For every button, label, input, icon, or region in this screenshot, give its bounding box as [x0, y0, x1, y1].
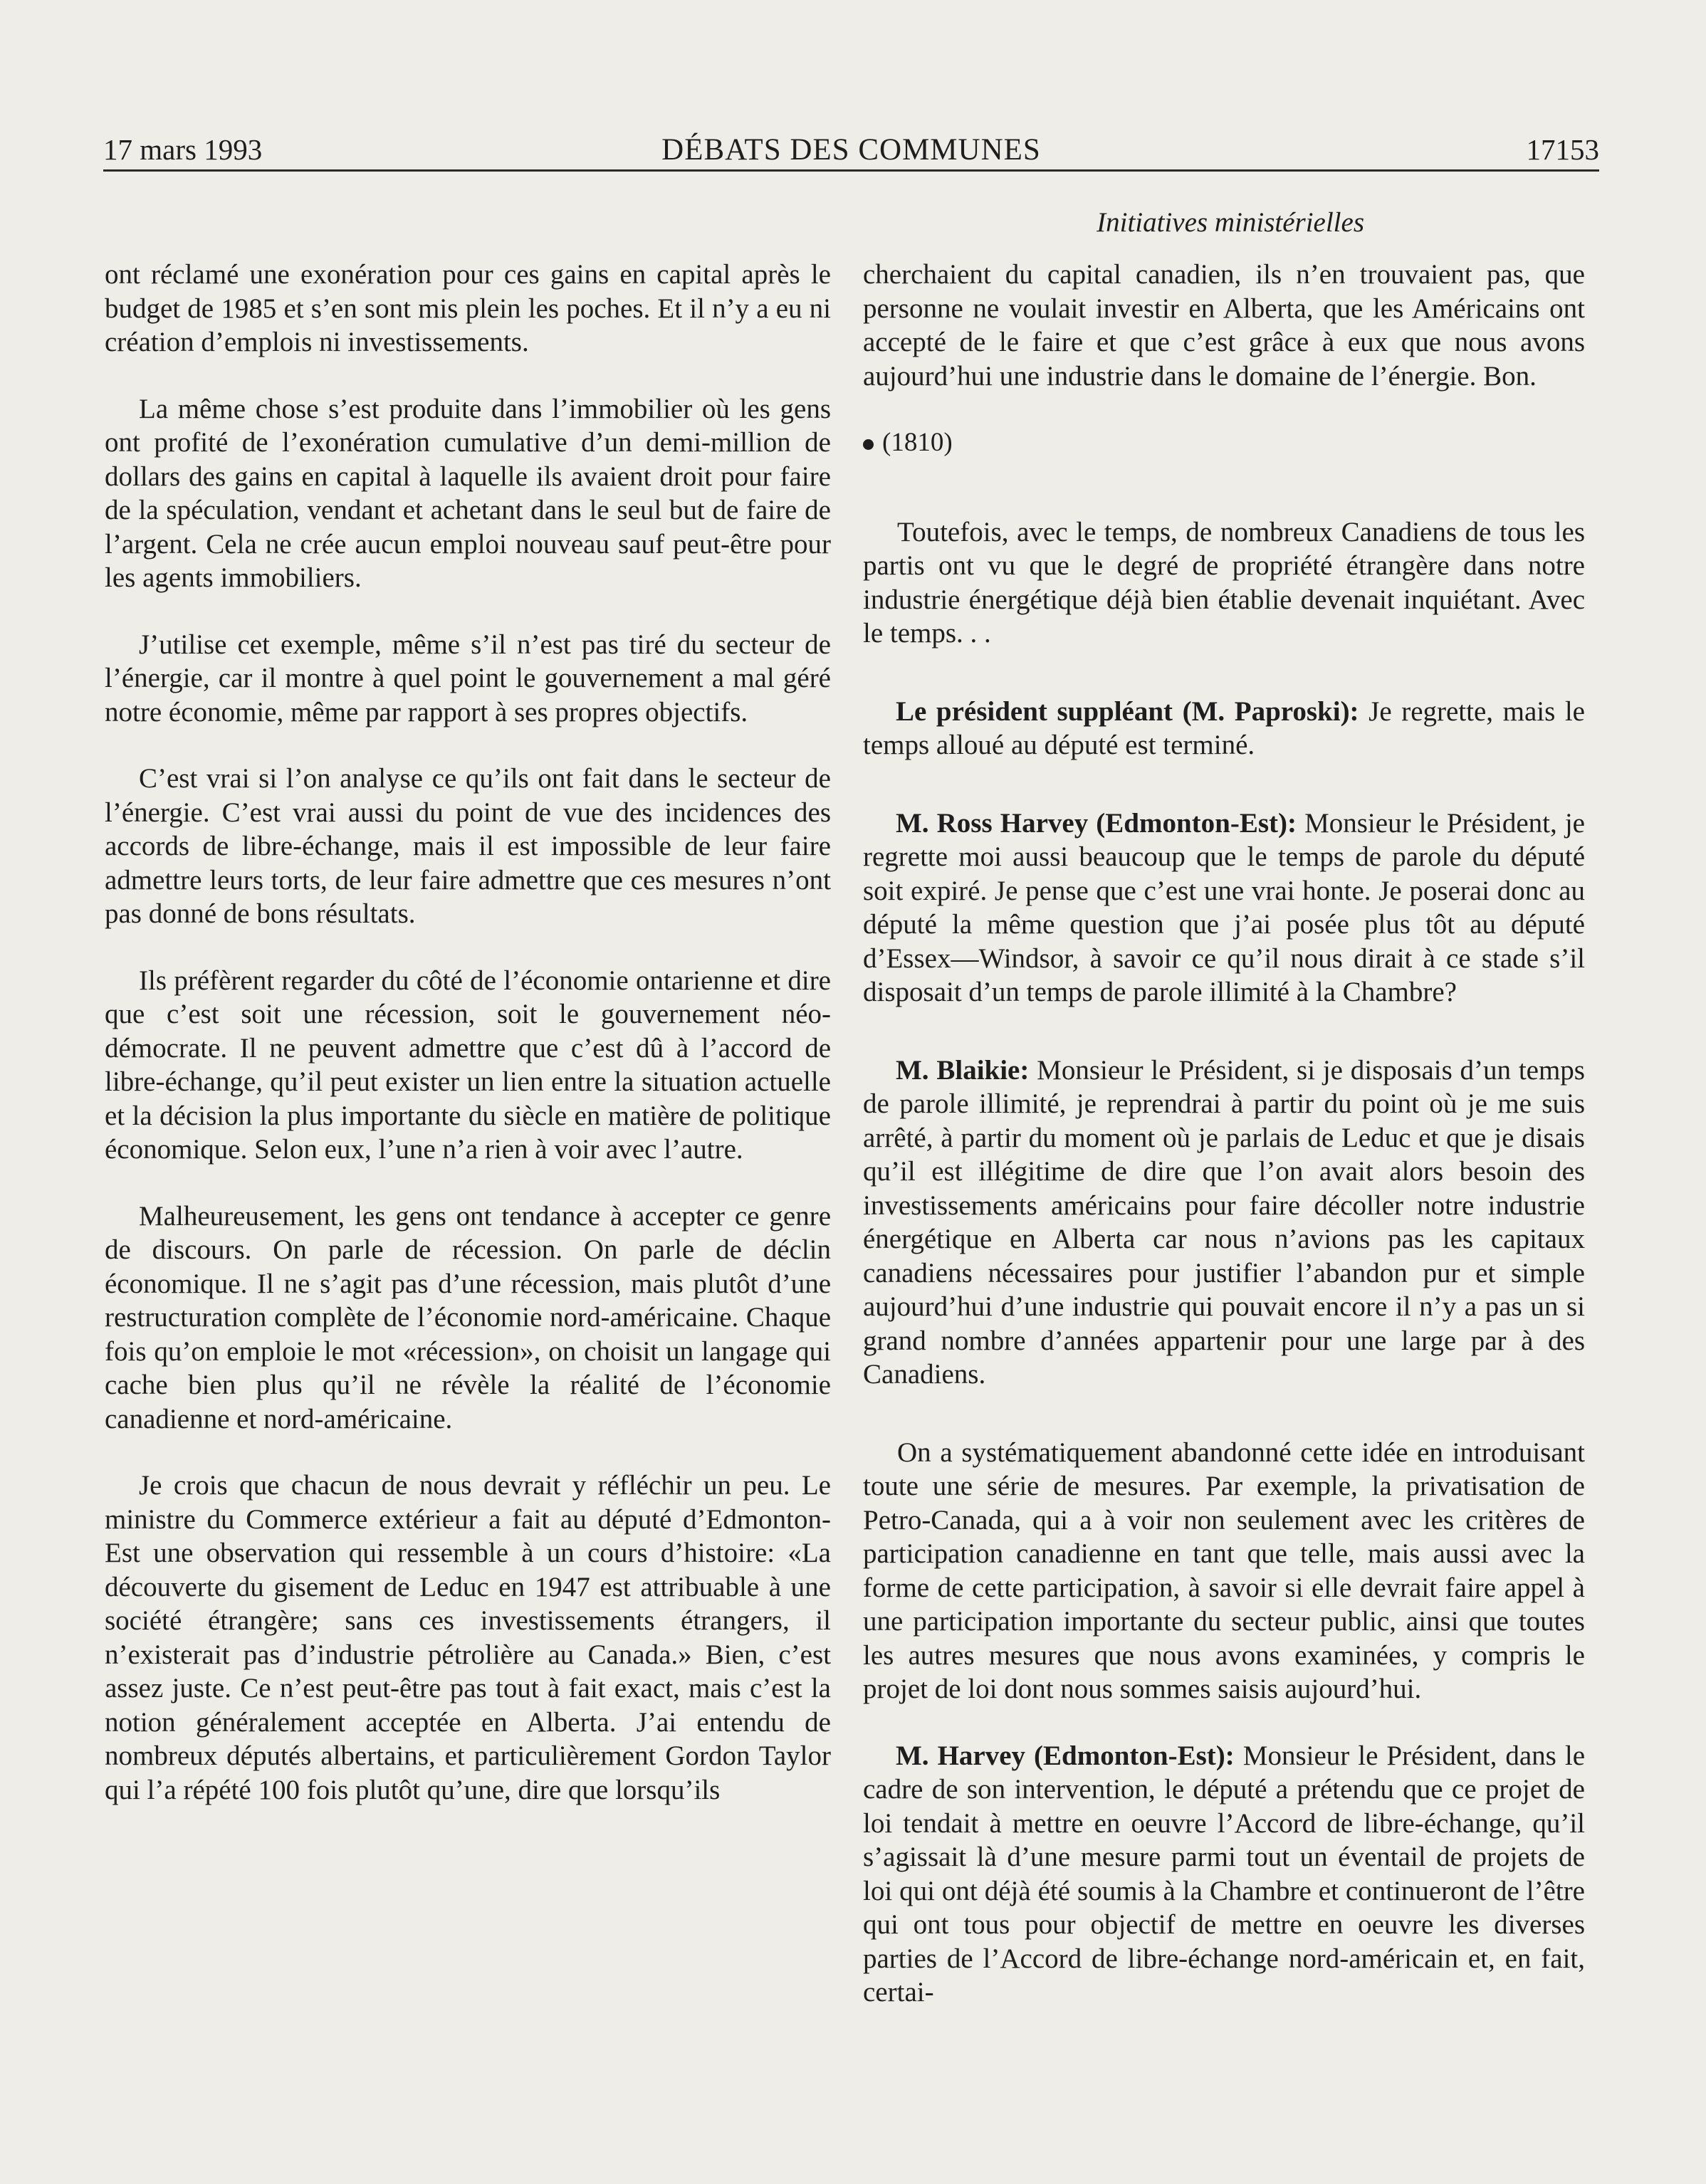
speech	[863, 1739, 1585, 2010]
speaker-name: M. Ross Harvey (Edmonton-Est):	[896, 807, 1297, 839]
speaker-name: M. Harvey (Edmonton-Est):	[896, 1740, 1235, 1771]
speech	[863, 1054, 1585, 1392]
paragraph: cherchaient du capital canadien, ils n’en trouvaient pas, que personne ne voulait investir en Alberta, que les Américains ont accepté de le faire et que c’est grâce à eux que nous avons aujourd’hui une industrie dans le domaine de l’énergie. Bon.	[863, 259, 1585, 392]
header-date: 17 mars 1993	[103, 133, 263, 166]
paragraph: On a systématiquement abandonné cette idée en introduisant toute une série de mesures. Par exemple, la privatisation de Petro-Canada, qui a à voir non seulement avec les critères de participation canadienne en tant que telle, mais aussi avec la forme de cette participation, à savoir si elle devrait faire appel à une participation importante du secteur public, ainsi que toutes les autres mesures que nous avons examinées, y compris le projet de loi dont nous sommes saisis aujourd’hui.	[863, 1437, 1585, 1704]
right-column	[863, 258, 1585, 2042]
speech	[863, 695, 1585, 762]
left-column	[105, 258, 831, 1839]
speech-text: Je regrette, mais le temps alloué au député est terminé.	[863, 695, 1585, 760]
timestamp-text: (1810)	[882, 428, 953, 457]
paragraph: La même chose s’est produite dans l’immobilier où les gens ont profité de l’exonération cumulative d’un demi-million de dollars des gains en capital à laquelle ils avaient droit pour faire de la spéculation, vendant et achetant dans le seul but de faire de l’argent. Cela ne crée aucun emploi nouveau sauf peut-être pour les agents immobiliers.	[105, 393, 831, 593]
speech	[863, 807, 1585, 1009]
paragraph: C’est vrai si l’on analyse ce qu’ils ont fait dans le secteur de l’énergie. C’est vrai aussi du point de vue des incidences des accords de libre-échange, mais il est impossible de leur faire admettre leurs torts, de leur faire admettre que ces mesures n’ont pas donné de bons résultats.	[105, 763, 831, 929]
speaker-name: Le président suppléant (M. Paproski):	[896, 695, 1359, 727]
bullet-icon	[863, 439, 874, 450]
paragraph: Je crois que chacun de nous devrait y réfléchir un peu. Le ministre du Commerce extérieur a fait au député d’Edmonton-Est une observation qui ressemble à un cours d’histoire: «La découverte du gisement de Leduc en 1947 est attribuable à une société étrangère; sans ces investissements étrangers, il n’existerait pas d’industrie pétrolière au Canada.» Bien, c’est assez juste. Ce n’est peut-être pas tout à fait exact, mais c’est la notion généralement acceptée en Alberta. J’ai entendu de nombreux députés albertains, et particulièrement Gordon Taylor qui l’a répété 100 fois plutôt qu’une, dire que lorsqu’ils	[105, 1470, 831, 1805]
section-heading: Initiatives ministérielles	[1097, 207, 1364, 238]
speech-text: Monsieur le Président, dans le cadre de son intervention, le député a prétendu que ce projet de loi tendait à mettre en oeuvre l’Accord de libre-échange, qu’il s’agissait là d’une mesure parmi tout un éventail de projets de loi qui ont déjà été soumis à la Chambre et continueront de l’être qui ont tous pour objectif de mettre en oeuvre les diverses parties de l’Accord de libre-échange nord-américain et, en fait, certai-	[863, 1740, 1586, 2007]
paragraph: ont réclamé une exonération pour ces gains en capital après le budget de 1985 et s’en sont mis plein les poches. Et il n’y a eu ni création d’emplois ni investissements.	[105, 259, 831, 357]
speech-text: Monsieur le Président, si je disposais d’un temps de parole illimité, je reprendrai à partir du point où je me suis arrêté, à partir du moment où je parlais de Leduc et que je disais qu’il est illégitime de dire que l’on avait alors besoin des investissements américains pour faire décoller notre industrie énergétique en Alberta car nous n’avions pas les capitaux canadiens nécessaires pour justifier l’abandon pur et simple aujourd’hui d’une industrie qui pouvait encore il n’y a pas un si grand nombre d’années appartenir pour une large par à des Canadiens.	[863, 1054, 1585, 1390]
speech-text: Monsieur le Président, je regrette moi aussi beaucoup que le temps de parole du député soit expiré. Je pense que c’est une vrai honte. Je poserai donc au député la même question que j’ai posée plus tôt au député d’Essex—Windsor, à savoir ce qu’il nous dirait à ce stade s’il disposait d’un temps de parole illimité à la Chambre?	[863, 807, 1585, 1007]
speaker-name: M. Blaikie:	[896, 1054, 1030, 1086]
paragraph: Malheureusement, les gens ont tendance à accepter ce genre de discours. On parle de récession. On parle de déclin économique. Il ne s’agit pas d’une récession, mais plutôt d’une restructuration complète de l’économie nord-américaine. Chaque fois qu’on emploie le mot «récession», on choisit un langage qui cache bien plus qu’il ne révèle la réalité de l’économie canadienne et nord-américaine.	[105, 1200, 831, 1434]
timestamp	[863, 426, 1585, 460]
page-header	[103, 130, 1599, 172]
page-number: 17153	[1526, 133, 1599, 166]
paragraph: Toutefois, avec le temps, de nombreux Canadiens de tous les partis ont vu que le degré de propriété étrangère dans notre industrie énergétique déjà bien établie devenait inquiétant. Avec le temps. . .	[863, 516, 1585, 649]
paragraph: Ils préfèrent regarder du côté de l’économie ontarienne et dire que c’est soit une récession, soit le gouvernement néo-démocrate. Il ne peuvent admettre que c’est dû à l’accord de libre-échange, qu’il peut exister un lien entre la situation actuelle et la décision la plus importante du siècle en matière de politique économique. Selon eux, l’une n’a rien à voir avec l’autre.	[105, 965, 831, 1165]
header-title: DÉBATS DES COMMUNES	[661, 133, 1041, 167]
paragraph: J’utilise cet exemple, même s’il n’est pas tiré du secteur de l’énergie, car il montre à quel point le gouvernement a mal géré notre économie, même par rapport à ses propres objectifs.	[105, 629, 831, 728]
